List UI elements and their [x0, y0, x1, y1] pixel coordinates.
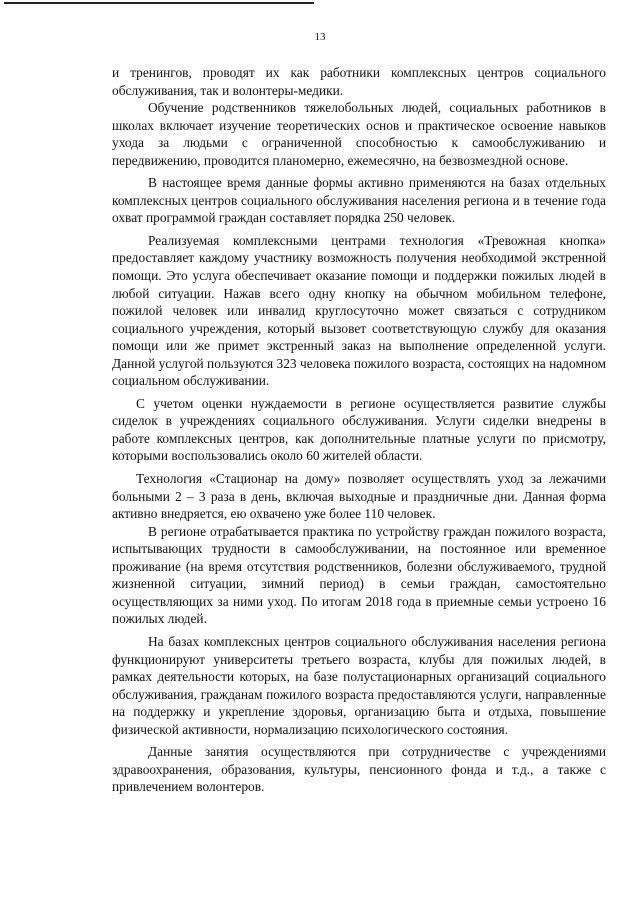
- paragraph-alarm-button: Реализуемая комплексными центрами технология «Тревожная кнопка» предоставляет каждому участнику возможность получения необходимой экстренной помощи. Это услуга обеспечивает оказание помощи и поддержки пожилых людей в любой ситуации. Нажав всего одну кнопку на обычном мобильном телефоне, пожилой человек или инвалид круглосуточно может связаться с сотрудником социального учреждения, который вызовет соответствующую службу для оказания помощи или же примет экстренный заказ на выполнение определенной услуги. Данной услугой пользуются 323 человека пожилого возраста, состоящих на надомном социальном обслуживании.: [112, 232, 606, 389]
- paragraph-home-hospital: Технология «Стационар на дому» позволяет осуществлять уход за лежачими больными 2 – 3 раза в день, включая выходные и праздничные дни. Данная форма активно внедряется, ею охвачено уже более 110 человек.: [112, 471, 606, 522]
- paragraph-foster-families: В регионе отрабатывается практика по устройству граждан пожилого возраста, испытывающих трудности в самообслуживании, на постоянное или временное проживание (на время отсутствия родственников, болезни обслуживаемого, трудной жизненной ситуации, зимний период) в семьи граждан, самостоятельно осуществляющих за ними уход. По итогам 2018 года в приемные семьи устроено 16 пожилых людей.: [112, 523, 606, 627]
- paragraph-relatives-training: Обучение родственников тяжелобольных людей, социальных работников в школах включает изучение теоретических основ и практическое освоение навыков ухода за людьми с ограниченной способностью к самообслуживанию и передвижению, проводится планомерно, ежемесячно, на безвозмездной основе.: [112, 100, 606, 168]
- document-body: [112, 64, 606, 796]
- paragraph-cooperation: Данные занятия осуществляются при сотрудничестве с учреждениями здравоохранения, образования, культуры, пенсионного фонда и т.д., а также с привлечением волонтеров.: [112, 744, 606, 795]
- top-rule: [4, 2, 314, 4]
- paragraph-universities: На базах комплексных центров социального обслуживания населения региона функционируют университеты третьего возраста, клубы для пожилых людей, в рамках деятельности которых, на базе полустационарных организаций социального обслуживания, гражданам пожилого возраста предоставляются услуги, направленные на поддержку и укрепление здоровья, организацию быта и отдыха, повышение физической активности, нормализацию психологического состояния.: [112, 633, 606, 737]
- paragraph-caregivers: С учетом оценки нуждаемости в регионе осуществляется развитие службы сиделок в учреждениях социального обслуживания. Услуги сиделки внедрены в работе комплексных центров, как дополнительные платные услуги по присмотру, которыми воспользовались около 60 жителей области.: [112, 395, 606, 464]
- paragraph-trainings: и тренингов, проводят их как работники комплексных центров социального обслуживания, так и волонтеры-медики.: [112, 65, 606, 98]
- paragraph-current-forms: В настоящее время данные формы активно применяются на базах отдельных комплексных центров социального обслуживания населения региона и в течение года охват программой граждан составляет порядка 250 человек.: [112, 175, 606, 226]
- page-number: 13: [314, 31, 326, 43]
